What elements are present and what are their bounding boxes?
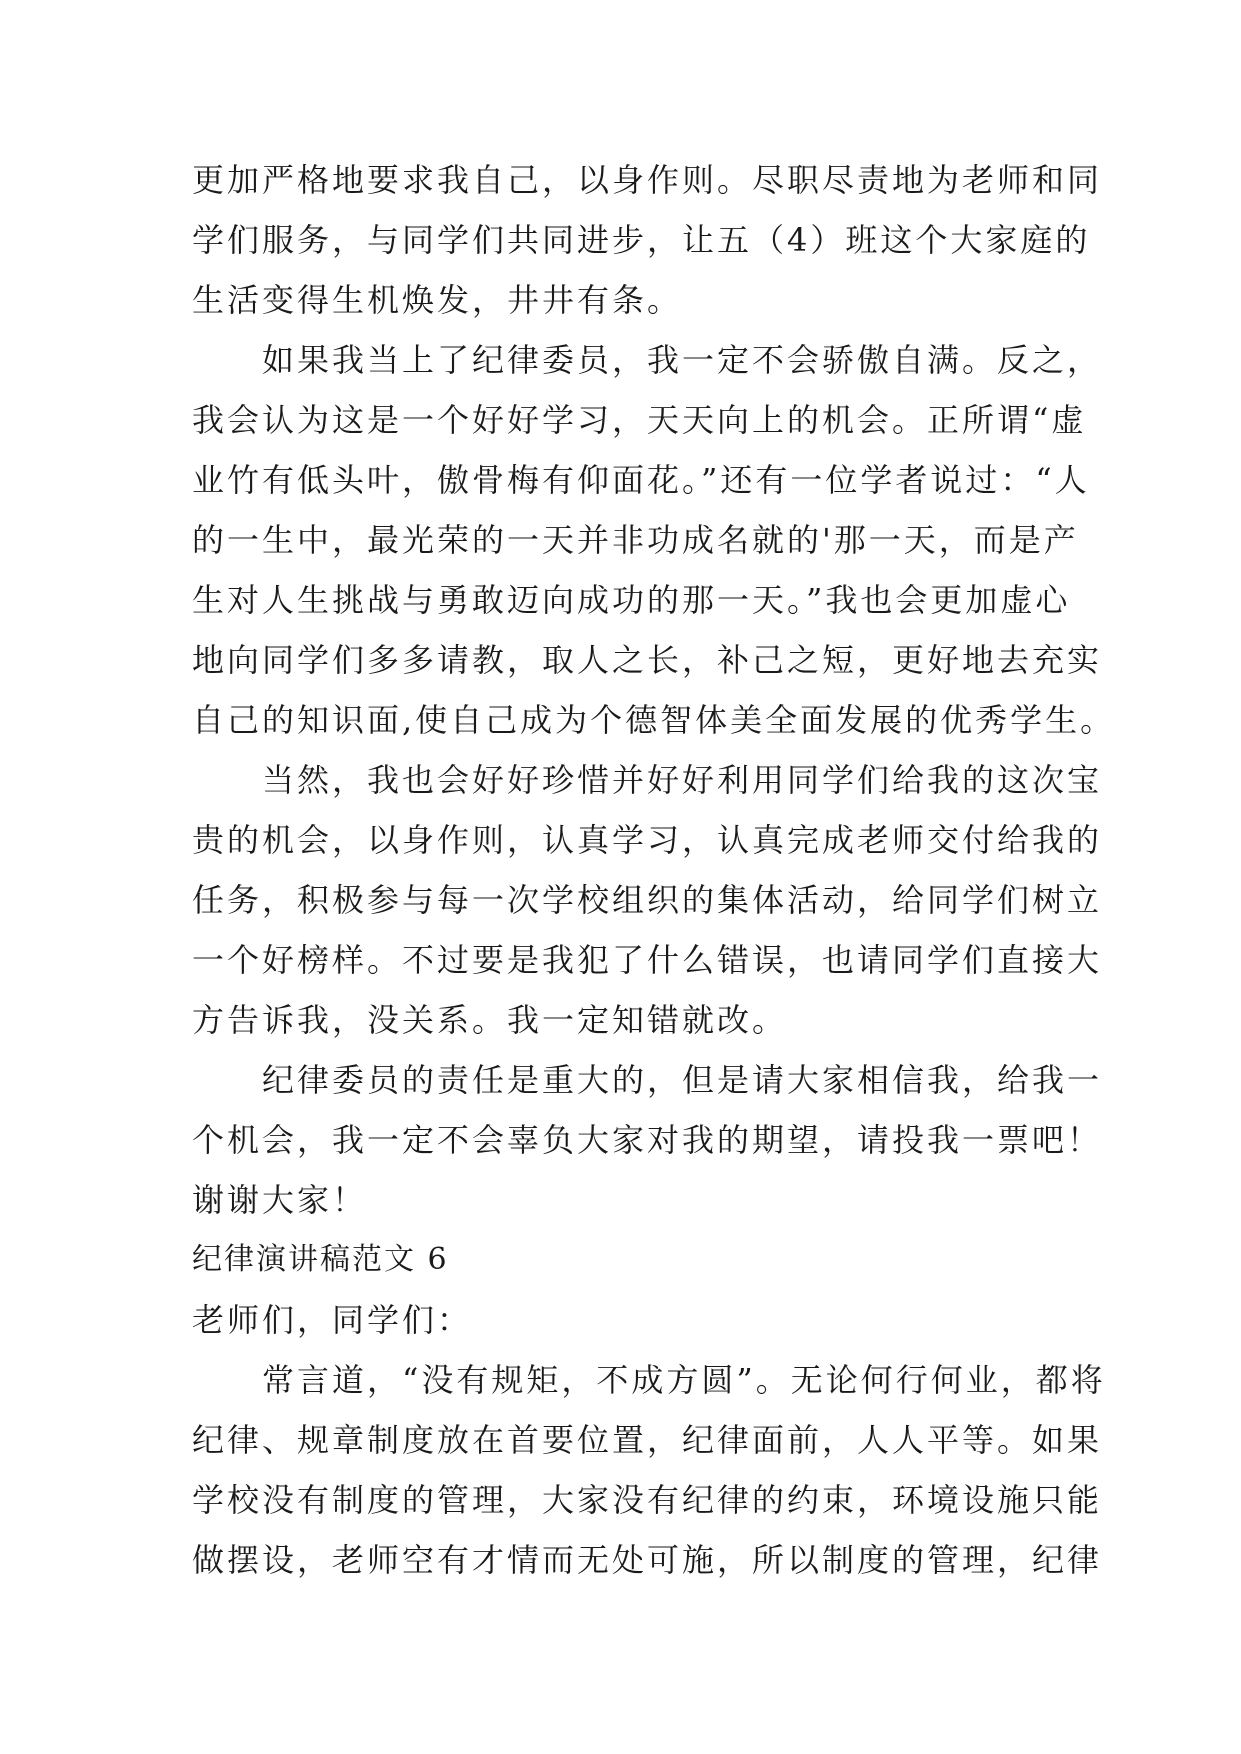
text-line: 做摆设，老师空有才情而无处可施，所以制度的管理，纪律	[192, 1541, 1103, 1579]
text-line: 个机会，我一定不会辜负大家对我的期望，请投我一票吧！	[192, 1121, 1103, 1159]
text-line: 自己的知识面,使自己成为个德智体美全面发展的优秀学生。	[192, 701, 1116, 739]
text-line: 的一生中，最光荣的一天并非功成名就的'那一天，而是产	[192, 521, 1079, 559]
text-line: 任务，积极参与每一次学校组织的集体活动，给同学们树立	[192, 881, 1103, 919]
text-line: 生对人生挑战与勇敢迈向成功的那一天。”我也会更加虚心	[192, 581, 1071, 619]
paragraph-start-line: 常言道，“没有规矩，不成方圆”。无论何行何业，都将	[192, 1361, 1106, 1399]
text-line: 学们服务，与同学们共同进步，让五（4）班这个大家庭的	[192, 221, 1091, 259]
text-line: 纪律、规章制度放在首要位置，纪律面前，人人平等。如果	[192, 1421, 1103, 1459]
text-line: 业竹有低头叶，傲骨梅有仰面花。”还有一位学者说过：“人	[192, 461, 1090, 499]
salutation-line: 老师们，同学们：	[192, 1301, 473, 1339]
text-line: 我会认为这是一个好好学习，天天向上的机会。正所谓“虚	[192, 401, 1087, 439]
paragraph-start-line: 当然，我也会好好珍惜并好好利用同学们给我的这次宝	[192, 761, 1103, 799]
document-body	[192, 150, 1116, 1590]
text-line: 地向同学们多多请教，取人之长，补己之短，更好地去充实	[192, 641, 1103, 679]
closing-line: 谢谢大家！	[192, 1181, 368, 1219]
text-line: 生活变得生机焕发，井井有条。	[192, 281, 683, 319]
text-line: 更加严格地要求我自己，以身作则。尽职尽责地为老师和同	[192, 161, 1103, 199]
section-heading: 纪律演讲稿范文 6	[192, 1242, 449, 1277]
text-line: 贵的机会，以身作则，认真学习，认真完成老师交付给我的	[192, 821, 1103, 859]
paragraph-start-line: 纪律委员的责任是重大的，但是请大家相信我，给我一	[192, 1061, 1103, 1099]
paragraph-start-line: 如果我当上了纪律委员，我一定不会骄傲自满。反之，	[192, 341, 1103, 379]
text-line: 方告诉我，没关系。我一定知错就改。	[192, 1001, 788, 1039]
text-line: 学校没有制度的管理，大家没有纪律的约束，环境设施只能	[192, 1481, 1103, 1519]
text-line: 一个好榜样。不过要是我犯了什么错误，也请同学们直接大	[192, 941, 1103, 979]
